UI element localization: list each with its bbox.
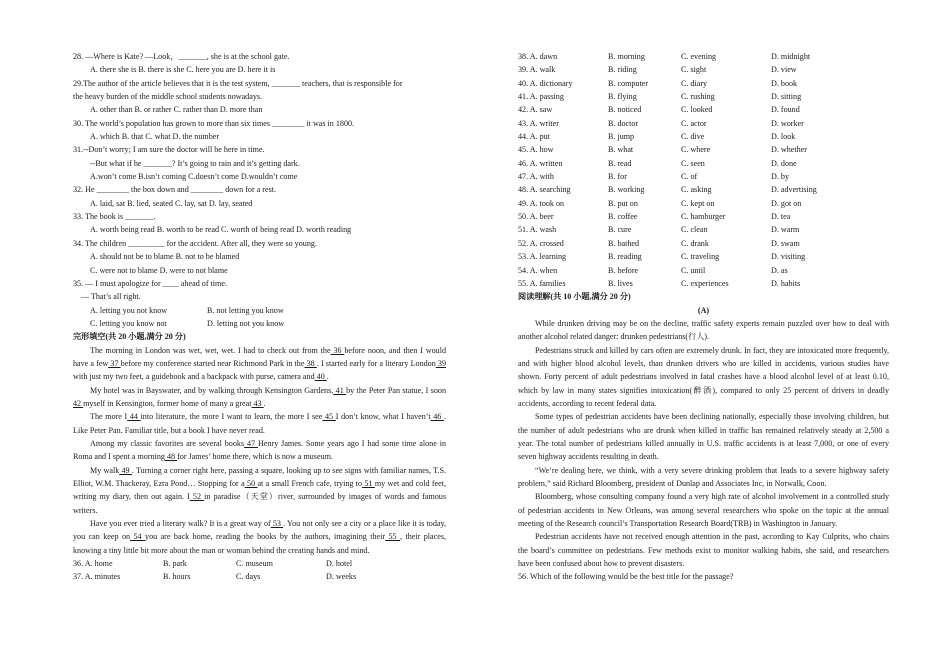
option-50-a: 50. A. beer <box>518 212 554 222</box>
question-30-options: A. which B. that C. what D. the number <box>90 132 220 142</box>
option-45-b: B. what <box>608 145 634 155</box>
cloze-text: before my conference started near Richmond Park in the <box>120 358 305 368</box>
cloze-text: in paradise（天堂）river, surrounded by images of words and famous writers. <box>73 492 447 515</box>
cloze-section-heading: 完形填空(共 20 小题,满分 20 分) <box>73 332 186 342</box>
cloze-paragraph-5 <box>73 464 446 517</box>
option-45-a: 45. A. how <box>518 145 554 155</box>
option-49-c: C. kept on <box>681 198 715 208</box>
blank-46: 46 <box>430 412 444 422</box>
option-38-b: B. morning <box>608 52 645 61</box>
question-32-stem: 32. He ________ the box down and ________ down for a rest. <box>73 185 276 195</box>
question-34-options-2: C. were not to blame D. were to not blame <box>90 265 228 275</box>
question-28-stem: 28. —Where is Kate? —Look，_______, she is at the school gate. <box>73 52 290 61</box>
option-50-c: C. hamburger <box>681 212 726 222</box>
cloze-text: for James’ home there, which is now a museum. <box>177 452 333 462</box>
cloze-paragraph-2 <box>73 384 446 411</box>
cloze-text: by the Peter Pan statue, I soon <box>346 385 446 395</box>
option-55-d: D. habits <box>771 278 801 288</box>
cloze-text: . Turning a corner right here, passing a square, looking up to see signs with familiar names, T.S. Elliot, W.M. Thackeray, Ezra Pond… Stopping for a <box>73 465 447 488</box>
question-35-option-d: D. letting not you know <box>207 318 285 328</box>
option-52-b: B. bathed <box>608 238 640 248</box>
option-51-c: C. clean <box>681 225 708 235</box>
cloze-paragraph-4 <box>73 437 446 464</box>
option-46-b: B. read <box>608 158 632 168</box>
blank-54: 54 <box>130 532 146 542</box>
blank-44: 44 <box>127 412 141 422</box>
option-47-d: D. by <box>771 172 789 182</box>
blank-38: 38 <box>304 358 317 368</box>
reading-section-heading: 阅读理解(共 10 小题,满分 20 分) <box>518 292 631 302</box>
option-37-c: C. days <box>236 572 261 582</box>
option-39-c: C. sight <box>681 65 707 75</box>
option-row-48 <box>518 183 889 196</box>
left-column <box>73 50 446 584</box>
option-42-b: B. noticed <box>608 105 642 115</box>
reading-text: Bloomberg, whose consulting company found a very high rate of alcohol involvement in a controlled study of pedestrian accidents in New Orleans, was among several researchers who spoke on the topic at the annual meeting of the Research council’s Transportation Research Board(TRB) in Washington in January. <box>518 492 889 529</box>
option-55-a: 55. A. families <box>518 278 566 288</box>
option-40-b: B. computer <box>608 78 649 88</box>
option-51-b: B. cure <box>608 225 632 235</box>
cloze-text: before noon, and then I would have a few <box>73 345 446 368</box>
blank-41: 41 <box>333 385 347 395</box>
blank-36: 36 <box>330 345 345 355</box>
option-41-a: 41. A. passing <box>518 92 564 102</box>
option-36-d: D. hotel <box>326 559 353 569</box>
option-49-b: B. put on <box>608 198 638 208</box>
option-row-36 <box>73 557 446 570</box>
option-40-d: D. book <box>771 78 798 88</box>
option-48-d: D. advertising <box>771 185 817 195</box>
question-34-options-1: A. should not be to blame B. not to be blamed <box>90 252 240 262</box>
option-36-c: C. museum <box>236 559 273 569</box>
question-29-options: A. other than B. or rather C. rather than D. more than <box>90 105 263 115</box>
cloze-text: Have you ever tried a literary walk? It is a great way of <box>90 519 271 529</box>
blank-40: 40 <box>314 372 327 382</box>
option-row-54 <box>518 264 889 277</box>
option-38-a: 38. A. dawn <box>518 52 558 61</box>
option-55-c: C. experiences <box>681 278 729 288</box>
option-54-d: D. as <box>771 265 788 275</box>
question-56-stem: 56. Which of the following would be the best title for the passage? <box>518 572 734 582</box>
option-row-47 <box>518 170 889 183</box>
reading-paragraph-4 <box>518 464 889 491</box>
option-51-d: D. warm <box>771 225 800 235</box>
option-39-b: B. riding <box>608 65 637 75</box>
passage-a-label: (A) <box>697 305 710 315</box>
cloze-text: . <box>326 372 329 382</box>
option-43-a: 43. A. writer <box>518 118 559 128</box>
question-34-stem: 34. The children _________ for the accident. After all, they were so young. <box>73 238 317 248</box>
cloze-text: The morning in London was wet, wet, wet. I had to check out from the <box>90 345 331 355</box>
question-35-options-2 <box>73 317 446 330</box>
option-44-b: B. jump <box>608 132 635 142</box>
cloze-paragraph-3 <box>73 410 446 437</box>
option-41-c: C. rushing <box>681 92 715 102</box>
question-32-options: A. laid, sat B. lied, seated C. lay, sat D. lay, seated <box>90 198 253 208</box>
blank-51: 51 <box>362 479 375 488</box>
option-53-a: 53. A. learning <box>518 252 567 262</box>
option-41-b: B. flying <box>608 92 637 102</box>
cloze-text: Among my classic favorites are several books <box>90 438 245 448</box>
option-47-a: 47. A. with <box>518 172 554 182</box>
option-42-d: D. found <box>771 105 800 115</box>
option-row-46 <box>518 157 889 170</box>
question-31-stem-1: 31.--Don’t worry; I am sure the doctor will be here in time. <box>73 145 265 155</box>
option-38-d: D. midnight <box>771 52 811 61</box>
option-row-45 <box>518 143 889 156</box>
option-45-c: C. where <box>681 145 711 155</box>
cloze-text: . <box>263 398 266 408</box>
option-row-43 <box>518 117 889 130</box>
option-54-b: B. before <box>608 265 639 275</box>
blank-45: 45 <box>322 412 336 422</box>
option-row-38 <box>518 50 889 63</box>
option-52-c: C. drank <box>681 238 709 248</box>
option-50-d: D. tea <box>771 212 791 222</box>
option-36-a: 36. A. home <box>73 559 113 569</box>
right-column <box>518 50 889 584</box>
cloze-text: you are back home, reading the books by the authors, imagining their <box>145 532 386 542</box>
cloze-text: My walk <box>90 465 120 475</box>
question-35-stem-1: 35. — I must apologize for ____ ahead of time. <box>73 278 227 288</box>
reading-text: While drunken driving may be on the decline, traffic safety experts remain puzzled over how to deal with another alcohol related danger: drunken pedestrians(行人). <box>518 318 889 342</box>
question-35-option-a: A. letting you not know <box>90 305 168 315</box>
cloze-text: at a small French cafe, trying to <box>257 479 363 488</box>
blank-47: 47 <box>244 438 259 448</box>
option-37-a: 37. A. minutes <box>73 572 121 582</box>
blank-55: 55 <box>385 532 401 542</box>
question-35-stem-2: — That’s all right. <box>81 292 141 302</box>
option-row-53 <box>518 250 889 263</box>
question-29-stem-2: the heavy burden of the middle school students nowadays. <box>73 92 263 102</box>
option-54-c: C. until <box>681 265 706 275</box>
cloze-text: into literature, the more I want to learn, the more I see <box>140 412 323 422</box>
cloze-paragraph-6 <box>73 517 446 557</box>
question-35-option-c: C. letting you know not <box>90 318 167 328</box>
cloze-text: with just my two feet, a guidebook and a backpack with purse, camera and <box>73 372 315 382</box>
cloze-text: . Like Peter Pan. Familiar title, but a book I have never read. <box>73 412 447 435</box>
option-38-c: C. evening <box>681 52 717 61</box>
option-row-55 <box>518 277 889 290</box>
option-42-a: 42. A. saw <box>518 105 553 115</box>
option-49-a: 49. A. took on <box>518 198 565 208</box>
option-43-d: D. worker <box>771 118 804 128</box>
blank-53: 53 <box>270 519 284 529</box>
option-52-d: D. swam <box>771 238 800 248</box>
cloze-options-list <box>518 50 889 290</box>
option-51-a: 51. A. wash <box>518 225 557 235</box>
option-53-b: B. reading <box>608 252 642 262</box>
option-37-d: D. weeks <box>326 572 357 582</box>
option-49-d: D. got on <box>771 198 802 208</box>
option-53-c: C. traveling <box>681 252 720 262</box>
blank-39: 39 <box>435 358 447 368</box>
option-row-52 <box>518 237 889 250</box>
question-35-options-1 <box>73 304 446 317</box>
reading-paragraph-2 <box>518 344 889 411</box>
cloze-text: Henry James. Some years ago I had some time alone in Roma and I spent a morning <box>73 438 447 462</box>
reading-paragraph-5 <box>518 490 889 530</box>
option-row-40 <box>518 77 889 90</box>
question-33-stem: 33. The book is _______. <box>73 212 156 222</box>
cloze-text: . You not only see a city or a place like it is today, you can keep on <box>73 519 446 542</box>
reading-text: Pedestrians struck and killed by cars often are extremely drunk. In fact, they are intoxicated more frequently, and with higher blood alcohol levels, than drunken drivers who are killed in accidents, various studies have shown. Forty percent of adult pedestrians involved in fatal crashes have a blood alcohol level of at least 0.10, which by law in many states signifies intoxication(醉酒), compared to only 25 percent of drivers in deadly accidents, according to recent federal data. <box>518 345 889 408</box>
option-36-b: B. park <box>163 559 187 569</box>
option-42-c: C. looked <box>681 105 713 115</box>
option-50-b: B. coffee <box>608 212 638 222</box>
option-row-50 <box>518 210 889 223</box>
cloze-text: myself in Kensington, former home of many a great <box>83 398 252 408</box>
cloze-text: , their places, knowing a tiny little bit more about the man or woman behind the creating hands and mind. <box>73 532 446 555</box>
cloze-paragraph-1 <box>73 344 446 384</box>
option-44-d: D. look <box>771 132 796 142</box>
question-35-option-b: B. not letting you know <box>207 305 284 315</box>
option-54-a: 54. A. when <box>518 265 558 275</box>
option-48-b: B. working <box>608 185 645 195</box>
blank-42: 42 <box>73 398 84 408</box>
question-33-options: A. worth being read B. worth to be read C. worth of being read D. worth reading <box>90 225 352 235</box>
option-row-49 <box>518 197 889 210</box>
blank-43: 43 <box>251 398 264 408</box>
blank-49: 49 <box>119 465 132 475</box>
option-43-b: B. doctor <box>608 118 639 128</box>
option-41-d: D. sitting <box>771 92 802 102</box>
option-52-a: 52. A. crossed <box>518 238 564 248</box>
question-28-options: A. there she is B. there is she C. here you are D. here it is <box>90 65 276 75</box>
option-48-a: 48. A. searching <box>518 185 571 195</box>
reading-text: Pedestrian accidents have not received enough attention in the past, according to Kay Culprits, who chairs the board’s committee on pedestrians. Few methods exist to monitor walking habits, she said, and researchers have been confused about how to prevent disasters. <box>518 532 889 569</box>
cloze-text: my wet and cold feet, writing my diary, then out again. I <box>73 479 446 502</box>
cloze-text: I don’t know, what I haven’t <box>335 412 431 422</box>
reading-paragraph-1 <box>518 317 889 344</box>
option-46-d: D. done <box>771 158 797 168</box>
option-45-d: D. whether <box>771 145 807 155</box>
option-40-a: 40. A. dictionary <box>518 78 573 88</box>
option-47-c: C. of <box>681 172 698 182</box>
cloze-text: . I started early for a literary London <box>316 358 436 368</box>
blank-50: 50 <box>244 479 258 488</box>
option-39-d: D. view <box>771 65 797 75</box>
reading-paragraph-3 <box>518 410 889 463</box>
option-row-42 <box>518 103 889 116</box>
cloze-text: The more I <box>90 412 128 422</box>
reading-paragraph-6 <box>518 530 889 570</box>
option-44-a: 44. A. put <box>518 132 550 142</box>
option-46-c: C. seen <box>681 158 705 168</box>
question-30-stem: 30. The world’s population has grown to more than six times ________ it was in 1800. <box>73 118 355 128</box>
option-row-44 <box>518 130 889 143</box>
question-29-stem-1: 29.The author of the article believes that it is the test system, _______ teachers, that is responsible for <box>73 78 403 88</box>
blank-48: 48 <box>164 452 178 462</box>
cloze-text: My hotel was in Bayswater, and by walking through Kensington Gardens, <box>90 385 334 395</box>
option-43-c: C. actor <box>681 118 707 128</box>
reading-text: “We’re dealing here, we think, with a very severe drinking problem that leads to a severe highway safety problem,” said Richard Bloomberg, president of Dunlap and Associates Inc, in Norwalk, Coon. <box>518 465 889 488</box>
reading-text: Some types of pedestrian accidents have been declining nationally, especially those involving children, but the number of adult pedestrians who are drunk when killed in traffic has remained relatively steady at 2,500 a year. The total number of pedestrians killed annually in U.S. traffic accidents is at least 7,000, or one of every seven highway accidents resulting in death. <box>518 412 889 462</box>
blank-37: 37 <box>108 358 121 368</box>
option-row-37 <box>73 570 446 583</box>
option-47-b: B. for <box>608 172 627 182</box>
question-31-options: A.won’t come B.isn’t coming C.doesn’t come D.wouldn’t come <box>90 172 298 182</box>
option-55-b: B. lives <box>608 278 633 288</box>
option-48-c: C. asking <box>681 185 712 195</box>
option-row-41 <box>518 90 889 103</box>
option-37-b: B. hours <box>163 572 191 582</box>
option-39-a: 39. A. walk <box>518 65 556 75</box>
question-31-stem-2: --But what if he _______? It’s going to rain and it’s getting dark. <box>90 158 300 168</box>
option-53-d: D. visiting <box>771 252 806 262</box>
option-row-51 <box>518 223 889 236</box>
option-40-c: C. diary <box>681 78 708 88</box>
blank-52: 52 <box>189 492 205 502</box>
option-44-c: C. dive <box>681 132 705 142</box>
option-46-a: 46. A. written <box>518 158 563 168</box>
option-row-39 <box>518 63 889 76</box>
